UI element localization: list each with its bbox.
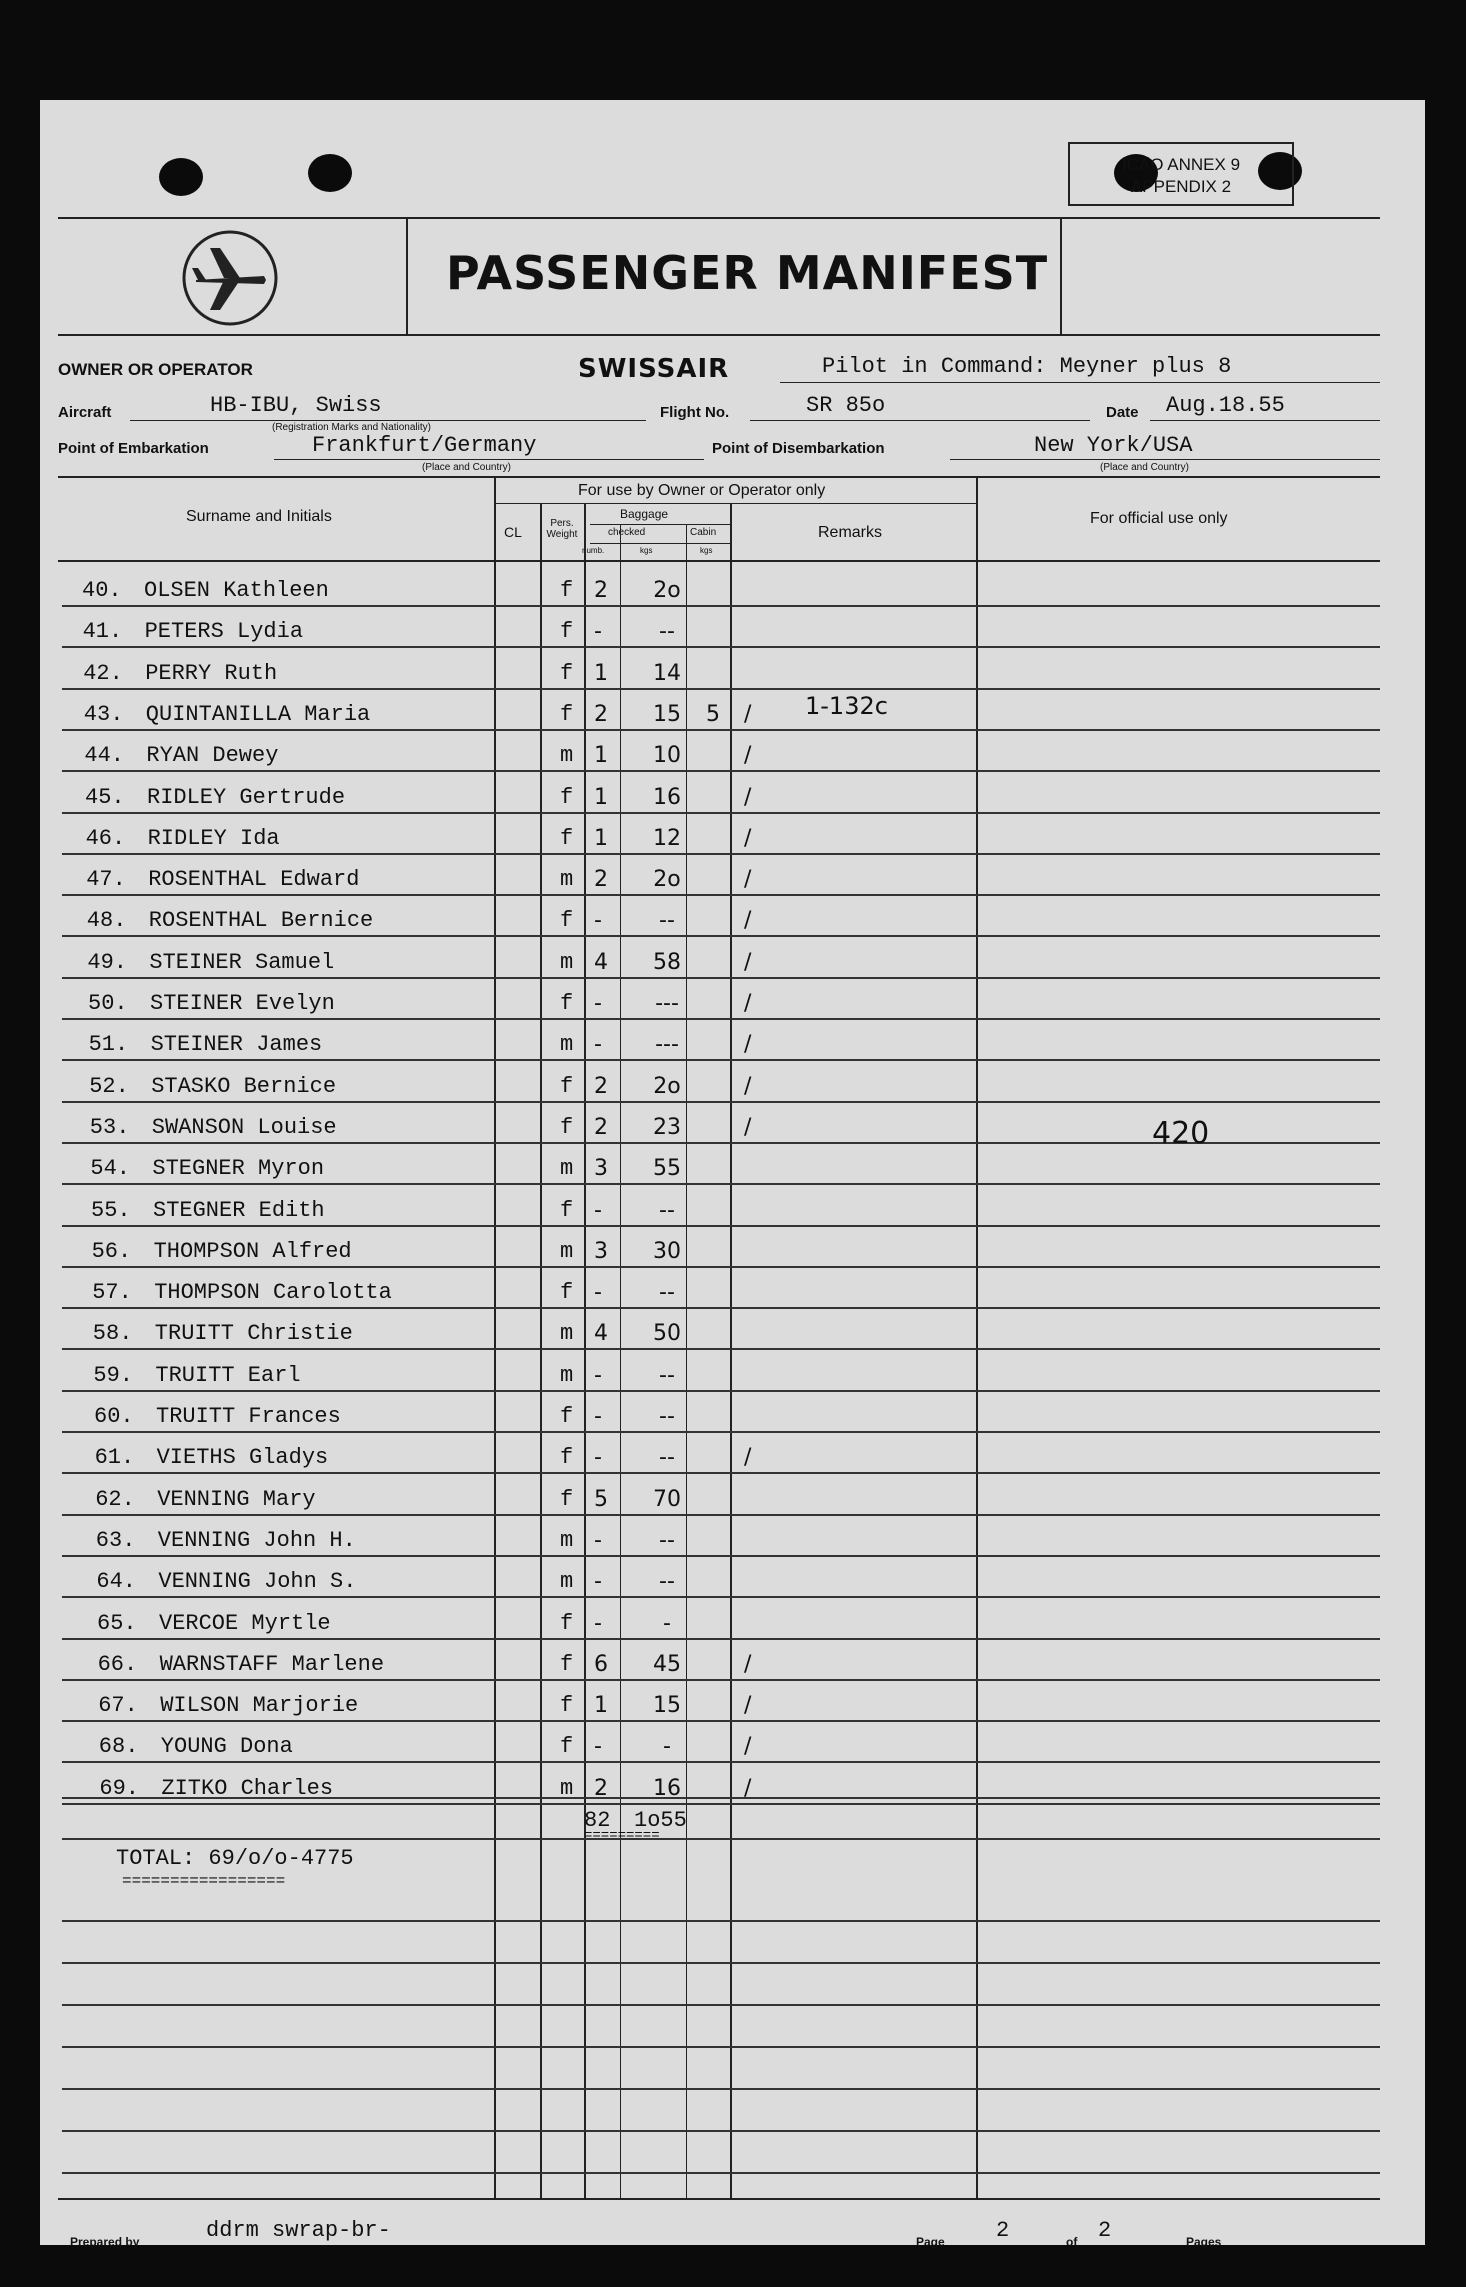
baggage-pieces: - [594, 1611, 602, 1636]
passenger-number: 49. [87, 950, 127, 975]
passenger-name: VIETHS Gladys [156, 1445, 329, 1470]
total-kgs: 1o55 [634, 1808, 687, 1833]
passenger-number: 54. [90, 1156, 130, 1181]
baggage-kgs: 50 [653, 1321, 681, 1346]
baggage-pieces: - [594, 908, 602, 933]
baggage-pieces: 2 [594, 867, 608, 892]
check-mark: / [744, 950, 752, 975]
passenger-number: 52. [89, 1074, 129, 1099]
baggage-pieces: 2 [594, 702, 608, 727]
row-rule [62, 853, 1380, 855]
check-mark: / [744, 1652, 752, 1677]
punch-hole [308, 154, 352, 192]
blank-rule [62, 2046, 1380, 2048]
baggage-kgs: 16 [653, 785, 681, 810]
passenger-number: 40. [82, 578, 122, 603]
passenger-sex: f [560, 1198, 574, 1223]
row-rule [62, 1720, 1380, 1722]
check-mark: / [744, 1776, 752, 1801]
of-label: of [1066, 2235, 1078, 2249]
passenger-name: STEGNER Edith [153, 1198, 325, 1223]
punch-hole [159, 158, 203, 196]
column-owner-use: For use by Owner or Operator only [578, 482, 826, 499]
baggage-pieces: 4 [594, 1321, 608, 1346]
row-rule [62, 812, 1380, 814]
page-label: Page [916, 2235, 945, 2249]
check-mark: / [744, 826, 752, 851]
passenger-sex: f [560, 1280, 574, 1305]
passenger-name: ROSENTHAL Edward [148, 867, 360, 892]
passenger-sex: f [560, 1445, 574, 1470]
passenger-name: TRUITT Christie [154, 1321, 353, 1346]
row-rule [62, 729, 1380, 731]
passenger-name: WARNSTAFF Marlene [159, 1652, 385, 1677]
baggage-pieces: - [594, 619, 602, 644]
check-mark: / [744, 702, 752, 727]
row-rule [62, 894, 1380, 896]
baggage-kgs: 55 [653, 1156, 681, 1181]
baggage-pieces: - [594, 1569, 602, 1594]
column-official: For official use only [1090, 510, 1228, 527]
check-mark: / [744, 785, 752, 810]
passenger-sex: f [560, 1487, 574, 1512]
passenger-number: 58. [92, 1321, 133, 1346]
total-pieces: 82 [584, 1808, 611, 1833]
baggage-pieces: - [594, 1198, 602, 1223]
airplane-logo-icon [180, 228, 280, 328]
passenger-number: 53. [89, 1115, 130, 1140]
passenger-number: 48. [86, 908, 127, 933]
remark-43: 1-132c [805, 692, 888, 720]
baggage-kgs: 15 [653, 1693, 681, 1718]
passenger-sex: m [560, 867, 574, 892]
row-rule [62, 1348, 1380, 1350]
check-mark: / [744, 1445, 752, 1470]
passenger-name: ROSENTHAL Bernice [148, 908, 374, 933]
passenger-number: 68. [98, 1734, 139, 1759]
passenger-name: VENNING Mary [157, 1487, 316, 1512]
baggage-pieces: 1 [594, 826, 608, 851]
baggage-pieces: 1 [594, 661, 608, 686]
baggage-kgs: 2o [653, 578, 681, 603]
passenger-name: RYAN Dewey [146, 743, 279, 768]
row-rule [62, 1679, 1380, 1681]
passenger-sex: f [560, 1652, 574, 1677]
passenger-name: STASKO Bernice [151, 1074, 337, 1099]
row-rule [62, 935, 1380, 937]
check-mark: / [744, 908, 752, 933]
baggage-pieces: - [594, 1280, 602, 1305]
column-pers-weight: Pers. Weight [546, 518, 578, 540]
disembarkation-label: Point of Disembarkation [712, 440, 885, 457]
baggage-kgs: 58 [653, 950, 681, 975]
disembarkation-value: New York/USA [1034, 433, 1193, 458]
baggage-kgs: 10 [653, 743, 681, 768]
passenger-sex: m [560, 1239, 574, 1264]
pilot-in-command: Pilot in Command: Meyner plus 8 [822, 354, 1232, 379]
baggage-pieces: - [594, 991, 602, 1016]
blank-rule [62, 1838, 1380, 1840]
baggage-kgs: 23 [653, 1115, 681, 1140]
passenger-sex: f [560, 826, 574, 851]
passenger-sex: f [560, 908, 574, 933]
passenger-name: RIDLEY Ida [147, 826, 280, 851]
airline-name: SWISSAIR [578, 354, 730, 384]
blank-rule [62, 1797, 1380, 1799]
baggage-pieces: - [594, 1363, 602, 1388]
aircraft-note: (Registration Marks and Nationality) [272, 422, 431, 433]
blank-rule [62, 2004, 1380, 2006]
baggage-pieces: 3 [594, 1156, 608, 1181]
baggage-pieces: 1 [594, 785, 608, 810]
blank-rule [62, 2130, 1380, 2132]
totals-underline: ========= [584, 1828, 660, 1844]
passenger-sex: f [560, 1404, 574, 1429]
column-numb: numb. [582, 546, 605, 555]
passenger-number: 50. [88, 991, 128, 1016]
baggage-pieces: 4 [594, 950, 608, 975]
baggage-pieces: 2 [594, 1776, 608, 1801]
column-checked: checked [608, 527, 646, 538]
passenger-name: STEINER Samuel [149, 950, 335, 975]
row-rule [62, 1307, 1380, 1309]
passenger-name: RIDLEY Gertrude [147, 785, 346, 810]
blank-rule [62, 2088, 1380, 2090]
total-pages: 2 [1098, 2218, 1112, 2243]
cabin-kgs: 5 [706, 702, 720, 727]
baggage-kgs: -- [659, 1198, 675, 1223]
passenger-sex: f [560, 785, 574, 810]
passenger-number: 64. [96, 1569, 136, 1594]
column-remarks: Remarks [818, 524, 883, 541]
row-rule [62, 1472, 1380, 1474]
embarkation-note: (Place and Country) [422, 462, 511, 473]
passenger-number: 56. [91, 1239, 132, 1264]
baggage-pieces: - [594, 1528, 602, 1553]
baggage-pieces: - [594, 1404, 602, 1429]
passenger-sex: f [560, 578, 574, 603]
aircraft-label: Aircraft [58, 404, 112, 421]
passenger-sex: m [560, 1156, 574, 1181]
column-baggage: Baggage [620, 507, 669, 521]
passenger-number: 42. [83, 661, 123, 686]
check-mark: / [744, 1032, 752, 1057]
passenger-number: 63. [95, 1528, 136, 1553]
passenger-number: 60. [94, 1404, 134, 1429]
check-mark: / [744, 1115, 752, 1140]
passenger-name: VENNING John S. [158, 1569, 357, 1594]
official-note: 420 [1152, 1116, 1210, 1151]
passenger-number: 57. [92, 1280, 132, 1305]
baggage-kgs: -- [659, 1363, 675, 1388]
baggage-kgs: 2o [653, 867, 681, 892]
baggage-kgs: -- [659, 1569, 675, 1594]
passenger-name: STEINER James [150, 1032, 323, 1057]
passenger-number: 55. [91, 1198, 131, 1223]
baggage-pieces: 2 [594, 1115, 608, 1140]
check-mark: / [744, 991, 752, 1016]
passenger-name: VERCOE Myrtle [159, 1611, 331, 1636]
passenger-sex: f [560, 1734, 574, 1759]
baggage-pieces: - [594, 1032, 602, 1057]
passenger-sex: m [560, 1569, 574, 1594]
check-mark: / [744, 1734, 752, 1759]
row-rule [62, 605, 1380, 607]
passenger-number: 67. [98, 1693, 138, 1718]
baggage-kgs: -- [659, 1404, 675, 1429]
baggage-pieces: 2 [594, 578, 608, 603]
column-cabin: Cabin [690, 527, 717, 538]
passenger-number: 51. [88, 1032, 129, 1057]
row-rule [62, 1555, 1380, 1557]
passenger-sex: m [560, 1321, 574, 1346]
passenger-sex: m [560, 1363, 574, 1388]
column-surname: Surname and Initials [186, 508, 332, 525]
page-number: 2 [996, 2218, 1010, 2243]
check-mark: / [744, 1074, 752, 1099]
prepared-label: Prepared by [70, 2235, 140, 2249]
baggage-kgs: 30 [653, 1239, 681, 1264]
passenger-number: 45. [85, 785, 125, 810]
passenger-name: SWANSON Louise [151, 1115, 337, 1140]
row-rule [62, 1390, 1380, 1392]
baggage-pieces: 6 [594, 1652, 608, 1677]
row-rule [62, 1059, 1380, 1061]
row-rule [62, 1101, 1380, 1103]
check-mark: / [744, 867, 752, 892]
icao-annex-text: ICAO ANNEX 9 [1121, 155, 1241, 174]
baggage-kgs: 2o [653, 1074, 681, 1099]
passenger-sex: f [560, 1611, 574, 1636]
baggage-pieces: 2 [594, 1074, 608, 1099]
blank-rule [62, 2172, 1380, 2174]
baggage-kgs: -- [659, 908, 675, 933]
passenger-name: VENNING John H. [157, 1528, 356, 1553]
passenger-name: ZITKO Charles [161, 1776, 334, 1801]
passenger-name: YOUNG Dona [160, 1734, 293, 1759]
icao-appendix-text: APPENDIX 2 [1130, 177, 1232, 196]
baggage-kgs: - [663, 1611, 671, 1636]
baggage-pieces: 1 [594, 743, 608, 768]
baggage-pieces: - [594, 1445, 602, 1470]
date-value: Aug.18.55 [1166, 393, 1285, 418]
passenger-name: TRUITT Earl [155, 1363, 301, 1388]
baggage-kgs: 15 [653, 702, 681, 727]
baggage-kgs: 14 [653, 661, 681, 686]
row-rule [62, 1431, 1380, 1433]
passenger-number: 62. [95, 1487, 135, 1512]
passenger-name: OLSEN Kathleen [144, 578, 329, 603]
row-rule [62, 1638, 1380, 1640]
row-rule [62, 1183, 1380, 1185]
passenger-number: 59. [93, 1363, 133, 1388]
passenger-sex: m [560, 1032, 574, 1057]
column-cl: CL [504, 524, 522, 540]
row-rule [62, 1761, 1380, 1763]
passenger-name: TRUITT Frances [156, 1404, 341, 1429]
column-cabin-kgs: kgs [700, 546, 713, 555]
row-rule [62, 1803, 1380, 1805]
passenger-name: PETERS Lydia [144, 619, 304, 644]
baggage-kgs: -- [659, 1528, 675, 1553]
row-rule [62, 770, 1380, 772]
passenger-name: QUINTANILLA Maria [145, 702, 371, 727]
passenger-sex: f [560, 661, 574, 686]
baggage-kgs: -- [659, 619, 675, 644]
total-underline: ================= [122, 1872, 286, 1890]
row-rule [62, 1514, 1380, 1516]
baggage-kgs: - [663, 1734, 671, 1759]
baggage-kgs: 70 [653, 1487, 681, 1512]
passenger-number: 66. [97, 1652, 138, 1677]
passenger-number: 61. [94, 1445, 135, 1470]
baggage-kgs: 16 [653, 1776, 681, 1801]
passenger-name: STEGNER Myron [152, 1156, 325, 1181]
row-rule [62, 1018, 1380, 1020]
baggage-pieces: 5 [594, 1487, 608, 1512]
passenger-sex: f [560, 702, 574, 727]
passenger-sex: f [560, 1693, 574, 1718]
baggage-kgs: --- [655, 991, 679, 1016]
passenger-name: STEINER Evelyn [150, 991, 335, 1016]
passenger-name: WILSON Marjorie [160, 1693, 359, 1718]
baggage-pieces: 1 [594, 1693, 608, 1718]
passenger-sex: m [560, 1776, 574, 1801]
row-rule [62, 1266, 1380, 1268]
passenger-number: 44. [84, 743, 124, 768]
passenger-number: 65. [97, 1611, 137, 1636]
baggage-pieces: 3 [594, 1239, 608, 1264]
blank-rule [62, 1962, 1380, 1964]
row-rule [62, 1225, 1380, 1227]
passenger-sex: m [560, 1528, 574, 1553]
passenger-number: 47. [86, 867, 126, 892]
baggage-kgs: 12 [653, 826, 681, 851]
column-kgs: kgs [640, 546, 653, 555]
row-rule [62, 688, 1380, 690]
passenger-sex: f [560, 991, 574, 1016]
passenger-sex: f [560, 1074, 574, 1099]
embarkation-value: Frankfurt/Germany [312, 433, 537, 458]
passenger-number: 46. [85, 826, 126, 851]
embarkation-label: Point of Embarkation [58, 440, 209, 457]
passenger-sex: f [560, 1115, 574, 1140]
row-rule [62, 1596, 1380, 1598]
flight-label: Flight No. [660, 404, 730, 421]
passenger-number: 69. [99, 1776, 139, 1801]
passenger-name: THOMPSON Alfred [153, 1239, 352, 1264]
passenger-sex: f [560, 619, 574, 644]
check-mark: / [744, 1693, 752, 1718]
prepared-value: ddrm swrap-br- [206, 2218, 391, 2243]
baggage-kgs: -- [659, 1280, 675, 1305]
aircraft-value: HB-IBU, Swiss [210, 393, 382, 418]
passenger-name: PERRY Ruth [145, 661, 278, 686]
date-label: Date [1106, 404, 1139, 421]
baggage-kgs: --- [655, 1032, 679, 1057]
passenger-name: THOMPSON Carolotta [154, 1280, 392, 1305]
total-line: TOTAL: 69/o/o-4775 [116, 1846, 354, 1871]
flight-value: SR 85o [806, 393, 886, 418]
page-title: PASSENGER MANIFEST [446, 246, 1049, 300]
check-mark: / [744, 743, 752, 768]
disembarkation-note: (Place and Country) [1100, 462, 1189, 473]
row-rule [62, 977, 1380, 979]
pages-label: Pages [1186, 2235, 1222, 2249]
baggage-kgs: -- [659, 1445, 675, 1470]
icao-annex-box [1068, 142, 1294, 206]
blank-rule [62, 1920, 1380, 1922]
baggage-kgs: 45 [653, 1652, 681, 1677]
baggage-pieces: - [594, 1734, 602, 1759]
passenger-sex: m [560, 950, 574, 975]
passenger-number: 41. [82, 619, 123, 644]
passenger-sex: m [560, 743, 574, 768]
owner-label: OWNER OR OPERATOR [58, 360, 253, 379]
row-rule [62, 646, 1380, 648]
passenger-number: 43. [83, 702, 124, 727]
